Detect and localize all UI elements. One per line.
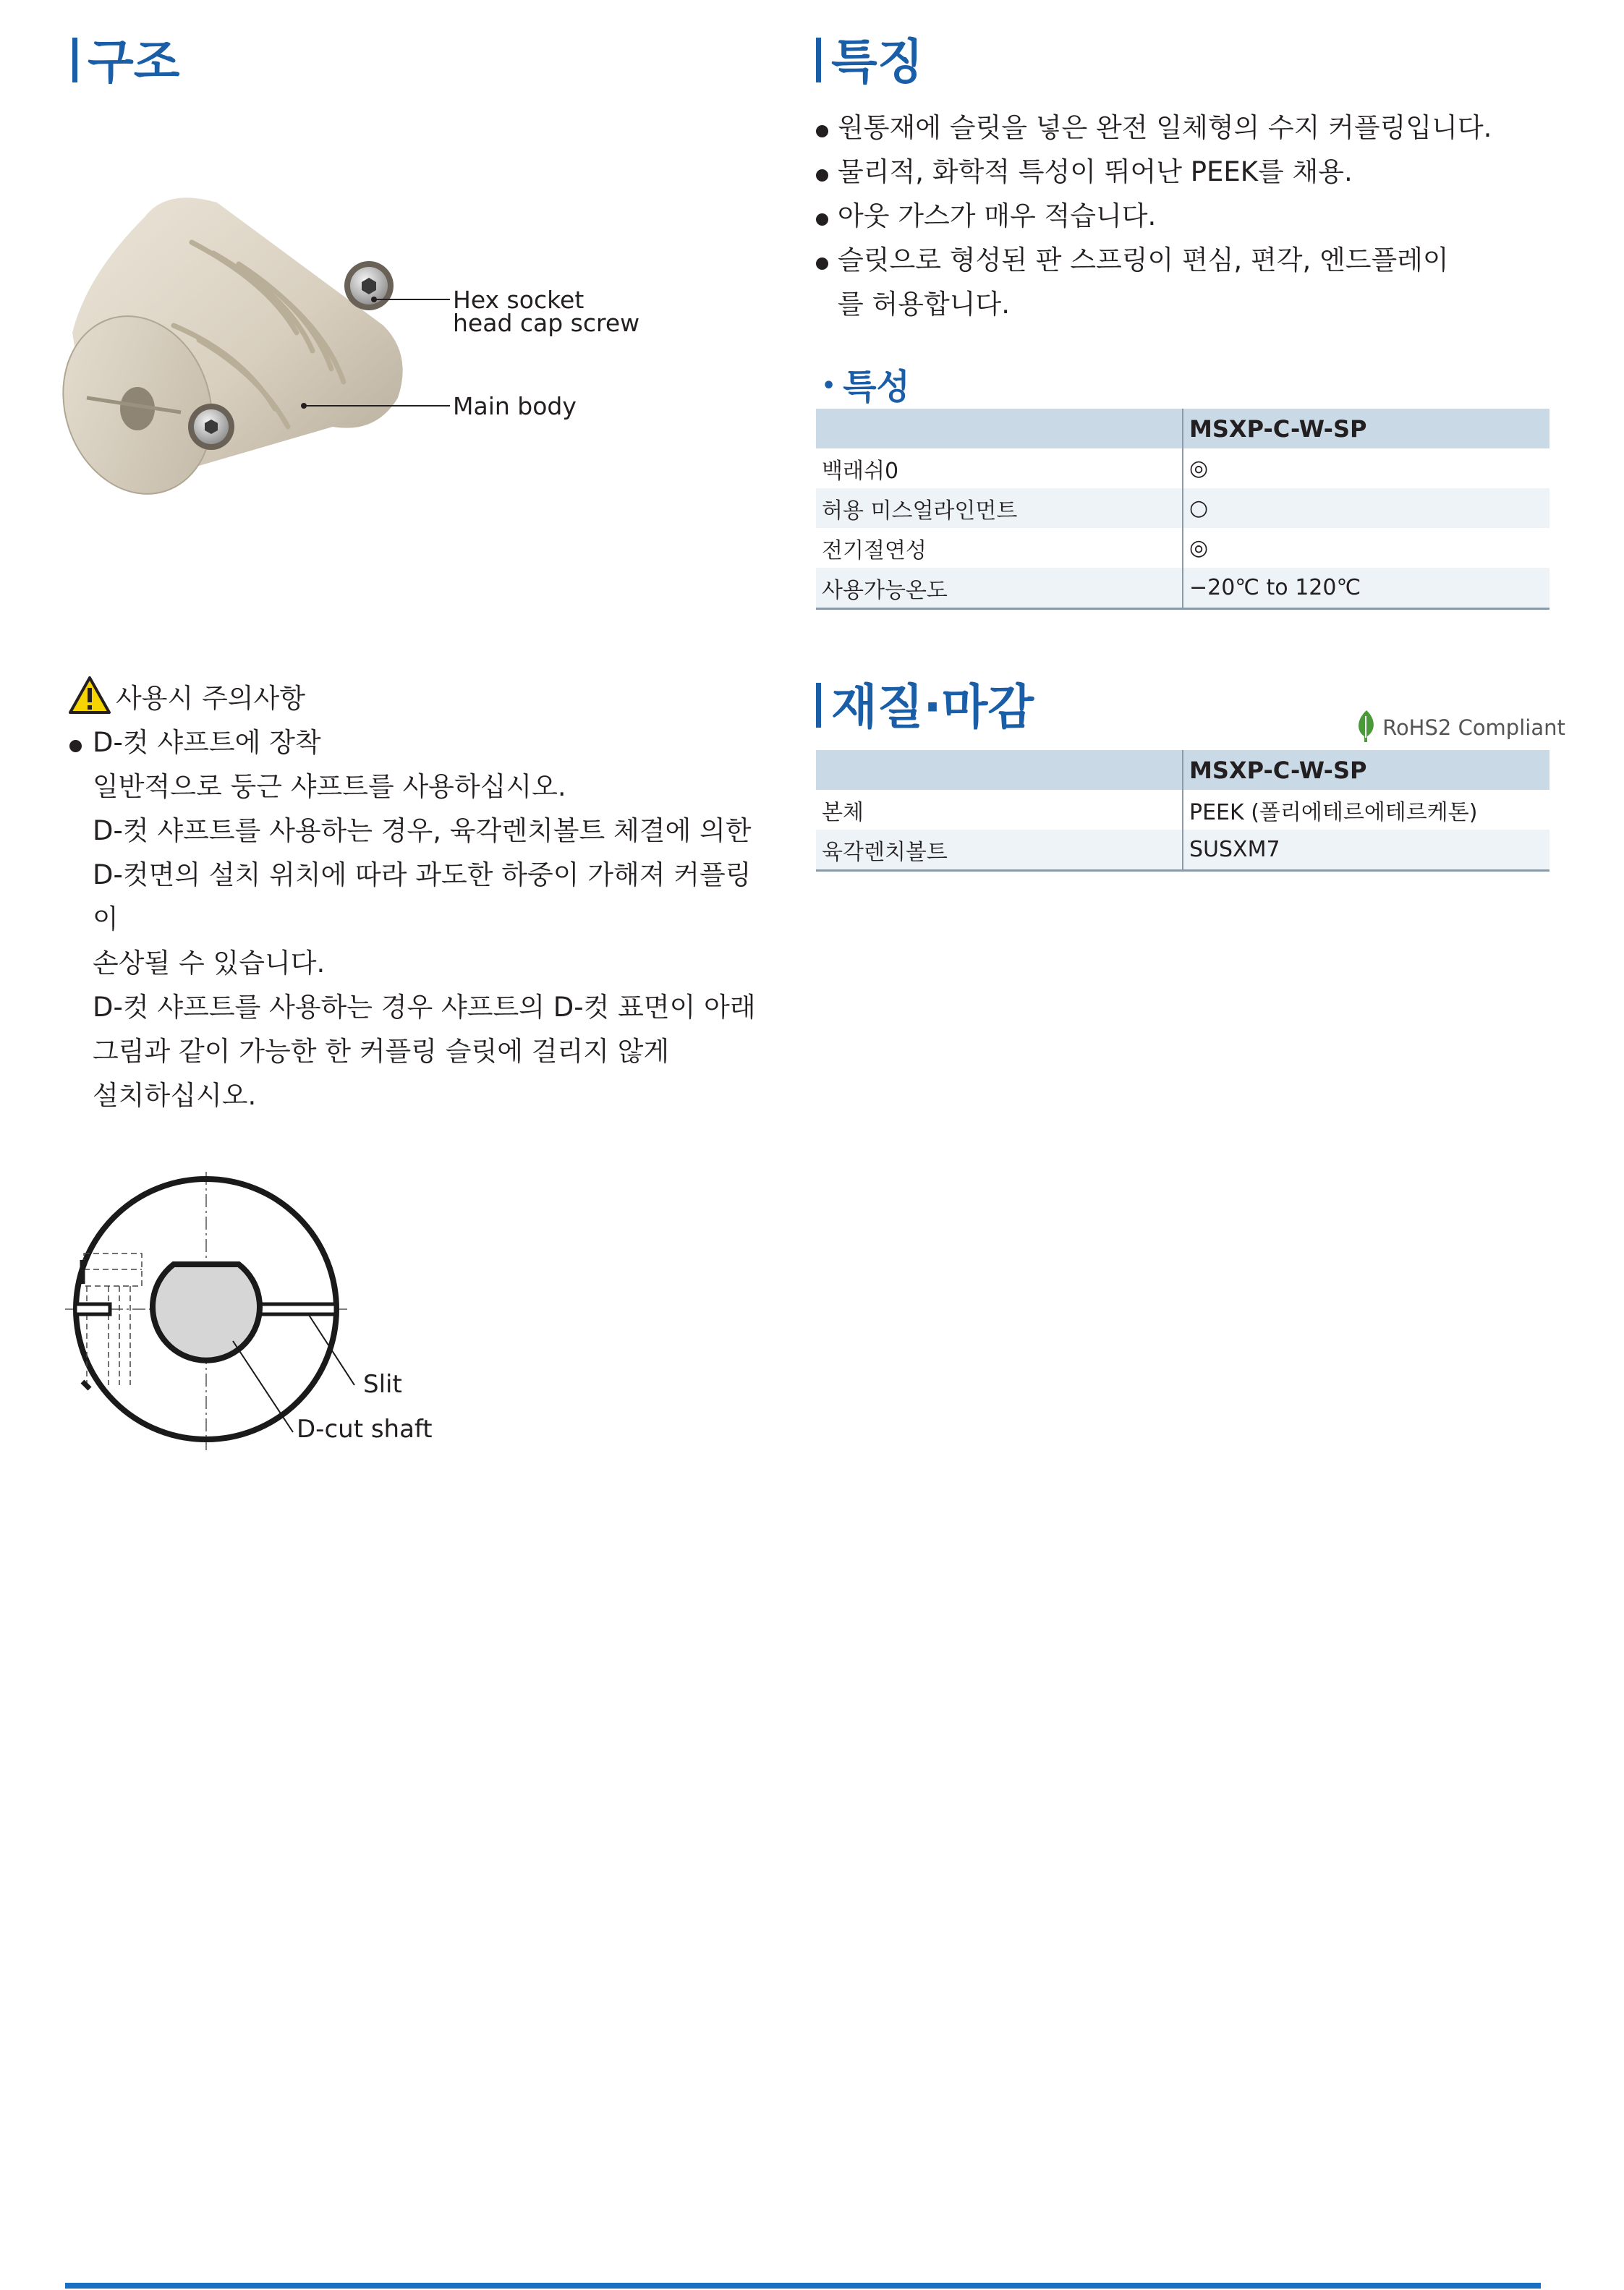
property-value: ◎	[1183, 528, 1549, 568]
table-row	[816, 448, 1549, 488]
properties-title-text: 특성	[843, 367, 910, 407]
caution-bullet-text: D-컷 샤프트에 장착	[93, 727, 321, 758]
properties-subtitle	[822, 359, 910, 409]
property-label: 전기절연성	[822, 537, 927, 563]
table-row	[816, 568, 1549, 609]
material-section-title	[816, 679, 1034, 735]
dcut-shaft	[153, 1264, 260, 1361]
table-header-row	[816, 409, 1549, 448]
screw-callout-line2: head cap screw	[453, 309, 640, 337]
caution-heading	[68, 676, 762, 720]
caution-line: D-컷 샤프트를 사용하는 경우 샤프트의 D-컷 표면이 아래	[93, 992, 756, 1023]
caution-line: D-컷 샤프트를 사용하는 경우, 육각렌치볼트 체결에 의한	[93, 815, 752, 846]
shaft-leader-line	[233, 1341, 293, 1432]
slit-label: Slit	[363, 1370, 402, 1399]
structure-title-text: 구조	[88, 34, 180, 90]
material-value: PEEK (폴리에테르에테르케톤)	[1183, 790, 1549, 830]
feature-item: 슬릿으로 형성된 판 스프링이 편심, 편각, 엔드플레이를 허용합니다.	[816, 238, 1474, 326]
table-row	[816, 790, 1549, 830]
rohs-text: RoHS2 Compliant	[1382, 715, 1565, 740]
property-label: 허용 미스얼라인먼트	[816, 488, 1183, 528]
caution-block	[68, 676, 762, 1118]
callout-leader-lines	[0, 0, 651, 506]
caution-title: 사용시 주의사항	[116, 683, 305, 714]
property-label: 사용가능온도	[816, 568, 1183, 609]
screw-callout-line1: Hex socket	[453, 286, 584, 314]
title-accent-bar	[816, 38, 821, 82]
rohs-badge	[1354, 709, 1565, 744]
header-model-cell: MSXP-C-W-SP	[1183, 409, 1549, 448]
caution-line: 그림과 같이 가능한 한 커플링 슬릿에 걸리지 않게	[93, 1036, 670, 1067]
features-title-text: 특징	[831, 34, 924, 90]
material-table	[816, 750, 1549, 872]
subtitle-dot: •	[822, 373, 836, 399]
warning-icon	[68, 676, 111, 715]
body-callout: Main body	[453, 392, 577, 420]
caution-bullet-item	[68, 720, 762, 765]
caution-line: 손상될 수 있습니다.	[93, 948, 326, 979]
properties-table	[816, 409, 1549, 610]
screw-hole-hidden-lines	[84, 1253, 142, 1385]
material-value: SUSXM7	[1183, 830, 1549, 871]
dcut-shaft-label: D-cut shaft	[297, 1415, 433, 1444]
header-empty-cell	[816, 750, 1183, 790]
material-part-label: 본체	[822, 799, 864, 825]
material-title-text: 재질·마감	[831, 679, 1034, 735]
leaf-icon	[1354, 709, 1379, 744]
property-value: −20℃ to 120℃	[1183, 568, 1549, 609]
table-header-row	[816, 750, 1549, 790]
feature-item: 물리적, 화학적 특성이 뛰어난 PEEK를 채용.	[816, 150, 1547, 194]
bullet-dot	[69, 740, 82, 752]
footer-rule	[65, 2283, 1541, 2289]
table-row	[816, 830, 1549, 871]
title-accent-bar	[816, 683, 821, 728]
property-value: ◎	[1183, 448, 1549, 488]
table-row	[816, 488, 1549, 528]
property-label: 백래쉬0	[822, 458, 899, 484]
features-section-title	[816, 34, 924, 90]
caution-line: 설치하십시오.	[93, 1080, 257, 1111]
features-list	[816, 106, 1547, 326]
caution-line: D-컷면의 설치 위치에 따라 과도한 하중이 가해져 커플링이	[93, 859, 752, 935]
material-part-label: 육각렌치볼트	[816, 830, 1183, 871]
header-empty-cell	[816, 409, 1183, 448]
table-row	[816, 528, 1549, 568]
feature-item: 아웃 가스가 매우 적습니다.	[816, 194, 1547, 238]
slit-leader-line	[307, 1313, 354, 1385]
header-model-cell: MSXP-C-W-SP	[1183, 750, 1549, 790]
feature-item: 원통재에 슬릿을 넣은 완전 일체형의 수지 커플링입니다.	[816, 106, 1547, 150]
property-value: ○	[1183, 488, 1549, 528]
caution-line: 일반적으로 둥근 샤프트를 사용하십시오.	[93, 771, 566, 802]
